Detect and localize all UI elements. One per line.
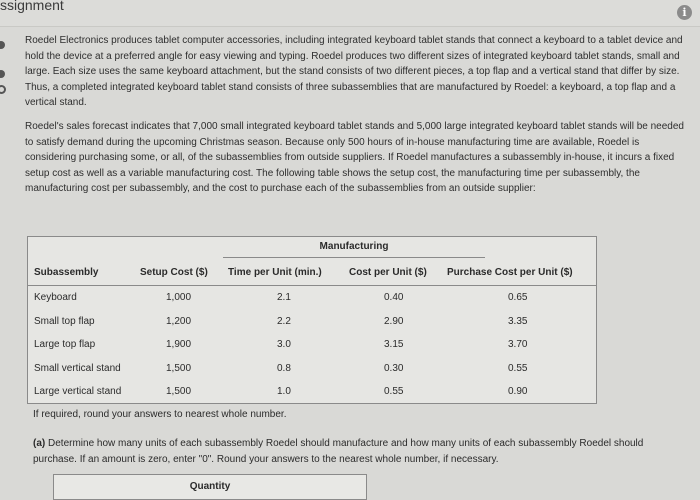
row-purchase: 3.70 [508, 339, 528, 350]
row-cost: 2.90 [384, 316, 404, 327]
row-setup: 1,200 [166, 316, 192, 327]
top-bar [0, 0, 700, 27]
intro-paragraph-1: Roedel Electronics produces tablet computer accessories, including integrated keyboard tablet stands that connect a keyboard to a tablet device and hold the device at a preferred angle for easy viewing and typing. Roedel produces two different sizes of integrated keyboard tablet stands, small and large. Each size uses the same keyboard attachment, but the stand consists of two different pieces, a top flap and a vertical stand that differ by size. Thus, a completed integrated keyboard tablet stand consists of three subassemblies that are manufactured by Roedel: a keyboard, a top flap and a vertical stand. [25, 35, 683, 109]
row-name: Small top flap [34, 316, 95, 327]
header-subassembly: Subassembly [34, 267, 99, 278]
row-cost: 3.15 [384, 339, 404, 350]
answer-table-header: Quantity [189, 481, 231, 492]
rounding-note: If required, round your answers to nearest whole number. [33, 409, 287, 420]
row-cost: 0.55 [384, 386, 404, 397]
question-a [33, 436, 688, 468]
table-row [28, 363, 596, 385]
table-row [28, 292, 596, 314]
info-icon[interactable]: i [677, 5, 692, 20]
row-setup: 1,900 [166, 339, 192, 350]
row-purchase: 3.35 [508, 316, 528, 327]
row-purchase: 0.65 [508, 292, 528, 303]
cost-table [27, 236, 597, 404]
bullet-marker-icon [0, 70, 5, 78]
header-setup-cost: Setup Cost ($) [140, 267, 208, 278]
table-row [28, 316, 596, 338]
row-name: Large vertical stand [34, 386, 122, 397]
bullet-marker-icon [0, 41, 5, 49]
header-cost-per-unit: Cost per Unit ($) [349, 267, 427, 278]
row-time: 2.1 [277, 292, 291, 303]
question-a-label: (a) [33, 438, 46, 449]
row-purchase: 0.55 [508, 363, 528, 374]
row-cost: 0.40 [384, 292, 404, 303]
bullet-outline-icon [0, 85, 6, 94]
row-setup: 1,500 [166, 386, 192, 397]
answer-table [53, 474, 367, 500]
row-time: 3.0 [277, 339, 291, 350]
row-purchase: 0.90 [508, 386, 528, 397]
row-time: 2.2 [277, 316, 291, 327]
question-a-text: Determine how many units of each subassembly Roedel should manufacture and how many units of each subassembly Roedel should purchase. If an amount is zero, enter "0". Round your answers to the nearest whole number, if necessary. [33, 438, 644, 465]
row-setup: 1,500 [166, 363, 192, 374]
table-group-header: Manufacturing [319, 241, 389, 252]
table-row [28, 386, 596, 408]
row-name: Small vertical stand [34, 363, 121, 374]
row-setup: 1,000 [166, 292, 192, 303]
problem-statement [25, 33, 690, 205]
row-name: Keyboard [34, 292, 77, 303]
header-time-per-unit: Time per Unit (min.) [228, 267, 322, 278]
page-title: ssignment [0, 0, 64, 13]
header-divider [28, 285, 596, 286]
table-row [28, 339, 596, 361]
row-time: 0.8 [277, 363, 291, 374]
intro-paragraph-2: Roedel's sales forecast indicates that 7,000 small integrated keyboard tablet stands and 5,000 large integrated keyboard tablet stands will be needed to satisfy demand during the upcoming Christmas season. Because only 500 hours of in-house manufacturing time are available, Roedel is considering purchasing some, or all, of the subassemblies from outside suppliers. If Roedel manufactures a subassembly in-house, it incurs a fixed setup cost as well as a variable manufacturing cost. The following table shows the setup cost, the manufacturing time per subassembly, the manufacturing cost per subassembly, and the cost to purchase each of the subassemblies from an outside supplier: [25, 120, 684, 195]
row-name: Large top flap [34, 339, 96, 350]
row-time: 1.0 [277, 386, 291, 397]
row-cost: 0.30 [384, 363, 404, 374]
group-header-divider [223, 257, 485, 258]
table-header-row [28, 267, 596, 285]
header-purchase-cost: Purchase Cost per Unit ($) [447, 267, 573, 278]
